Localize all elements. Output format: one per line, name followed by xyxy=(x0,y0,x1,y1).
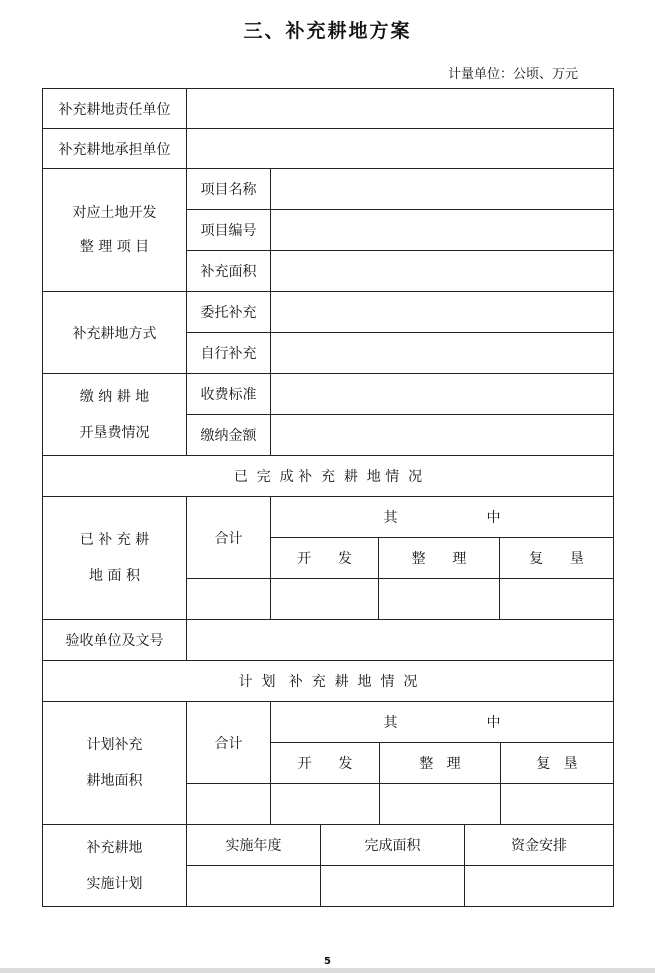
page-bottom-rule xyxy=(0,968,655,973)
label-planned-area xyxy=(42,701,187,825)
label-implementation xyxy=(42,824,187,907)
label-planned-reclaim: 复 垦 xyxy=(500,742,614,784)
field-planned-total[interactable] xyxy=(186,783,271,825)
unit-note: 计量单位：公顷、万元 xyxy=(447,67,578,82)
label-implementation-year: 实施年度 xyxy=(186,824,321,866)
label-planned-develop: 开 发 xyxy=(270,742,380,784)
project-group-line2: 整 理 项 目 xyxy=(79,239,150,255)
field-self[interactable] xyxy=(270,332,614,374)
page-number: 5 xyxy=(324,956,331,967)
label-planned-of-which: 其 中 xyxy=(270,701,614,743)
label-undertaking-unit: 补充耕地承担单位 xyxy=(42,128,187,169)
label-implementation-funding: 资金安排 xyxy=(464,824,614,866)
implementation-line2: 实施计划 xyxy=(86,875,143,892)
label-supplement-area: 补充面积 xyxy=(186,250,271,292)
project-group-line1: 对应土地开发 xyxy=(72,205,157,221)
label-self: 自行补充 xyxy=(186,332,271,374)
label-completed-reclaim: 复 垦 xyxy=(499,537,614,579)
field-completed-reclaim[interactable] xyxy=(499,578,614,620)
completed-area-line1: 已 补 充 耕 xyxy=(79,532,150,548)
label-completed-arrange: 整 理 xyxy=(378,537,500,579)
field-acceptance[interactable] xyxy=(186,619,614,661)
fee-group-line1: 缴 纳 耕 地 xyxy=(79,388,150,405)
label-completed-area xyxy=(42,496,187,620)
field-planned-develop[interactable] xyxy=(270,783,380,825)
label-implementation-area: 完成面积 xyxy=(320,824,465,866)
field-fee-standard[interactable] xyxy=(270,373,614,415)
label-entrusted: 委托补充 xyxy=(186,291,271,333)
section-planned-title: 计 划 补 充 耕 地 情 况 xyxy=(42,660,614,702)
field-planned-reclaim[interactable] xyxy=(500,783,614,825)
label-planned-total: 合计 xyxy=(186,701,271,784)
field-completed-total[interactable] xyxy=(186,578,271,620)
label-project-number: 项目编号 xyxy=(186,209,271,251)
field-entrusted[interactable] xyxy=(270,291,614,333)
field-planned-arrange[interactable] xyxy=(379,783,501,825)
field-implementation-year[interactable] xyxy=(186,865,321,907)
label-responsible-unit: 补充耕地责任单位 xyxy=(42,88,187,129)
field-completed-develop[interactable] xyxy=(270,578,379,620)
field-project-number[interactable] xyxy=(270,209,614,251)
section-completed-title: 已 完 成 补 充 耕 地 情 况 xyxy=(42,455,614,497)
field-supplement-area[interactable] xyxy=(270,250,614,292)
label-fee-group xyxy=(42,373,187,456)
planned-area-line1: 计划补充 xyxy=(86,737,143,753)
field-project-name[interactable] xyxy=(270,168,614,210)
label-acceptance: 验收单位及文号 xyxy=(42,619,187,661)
fee-group-line2: 开垦费情况 xyxy=(79,424,150,441)
label-completed-of-which: 其 中 xyxy=(270,496,614,538)
label-fee-amount: 缴纳金额 xyxy=(186,414,271,456)
field-implementation-area[interactable] xyxy=(320,865,465,907)
implementation-line1: 补充耕地 xyxy=(86,839,143,856)
label-method-group: 补充耕地方式 xyxy=(42,291,187,374)
label-fee-standard: 收费标准 xyxy=(186,373,271,415)
label-project-group xyxy=(42,168,187,292)
label-project-name: 项目名称 xyxy=(186,168,271,210)
planned-area-line2: 耕地面积 xyxy=(86,773,143,789)
label-planned-arrange: 整 理 xyxy=(379,742,501,784)
field-completed-arrange[interactable] xyxy=(378,578,500,620)
field-responsible-unit[interactable] xyxy=(186,88,614,129)
completed-area-line2: 地 面 积 xyxy=(89,568,140,584)
field-fee-amount[interactable] xyxy=(270,414,614,456)
field-undertaking-unit[interactable] xyxy=(186,128,614,169)
field-implementation-funding[interactable] xyxy=(464,865,614,907)
label-completed-total: 合计 xyxy=(186,496,271,579)
page-title: 三、补充耕地方案 xyxy=(243,20,412,42)
label-completed-develop: 开 发 xyxy=(270,537,379,579)
